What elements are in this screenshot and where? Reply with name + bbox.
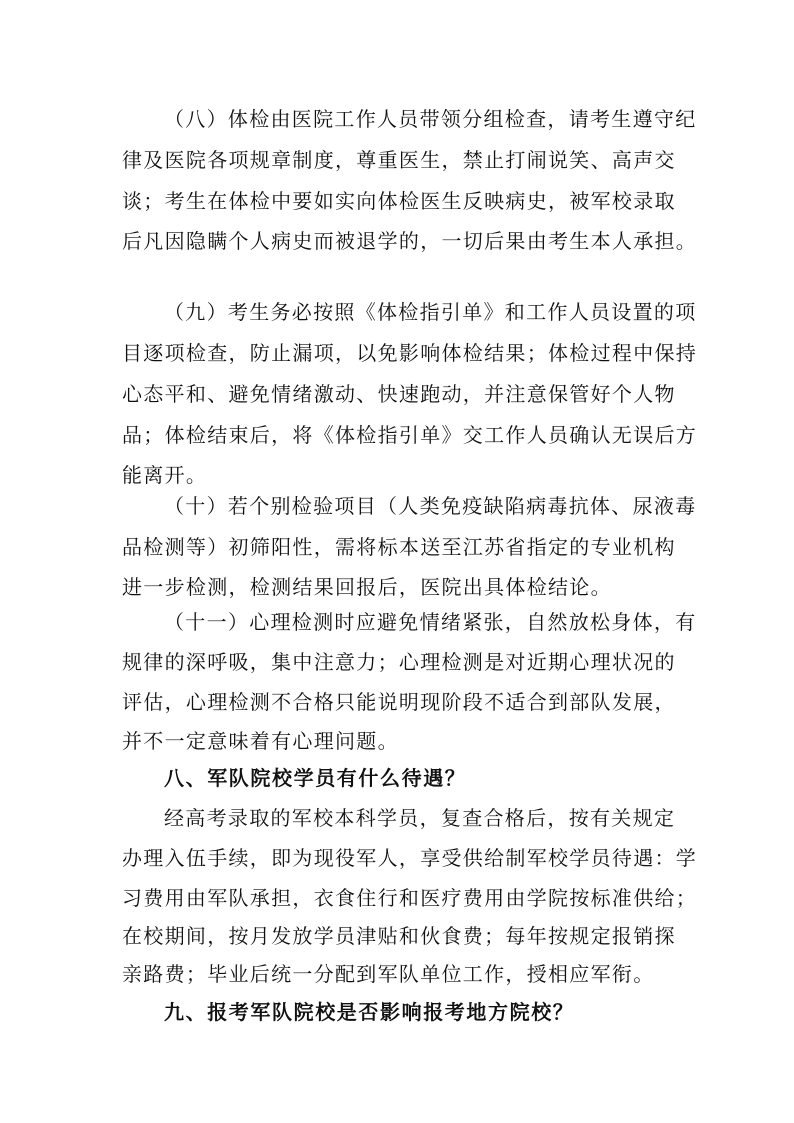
paragraph-12-line-2: 办理入伍手续，即为现役军人，享受供给制军校学员待遇：学 (122, 846, 698, 870)
paragraph-12-line-1: 经高考录取的军校本科学员，复查合格后，按有关规定 (164, 806, 676, 830)
paragraph-9-line-1: （九）考生务必按照《体检指引单》和工作人员设置的项 (164, 300, 697, 324)
paragraph-8-line-2: 律及医院各项规章制度，尊重医生，禁止打闹说笑、高声交 (122, 148, 676, 172)
paragraph-9-line-2: 目逐项检查，防止漏项，以免影响体检结果；体检过程中保持 (122, 341, 698, 365)
paragraph-9-line-3: 心态平和、避免情绪激动、快速跑动，并注意保管好个人物 (122, 382, 676, 406)
paragraph-9-line-4: 品；体检结束后，将《体检指引单》交工作人员确认无误后方 (122, 423, 698, 447)
paragraph-12-line-3: 习费用由军队承担，衣食住行和医疗费用由学院按标准供给； (122, 886, 698, 910)
section-heading-8: 八、军队院校学员有什么待遇？ (164, 766, 467, 790)
paragraph-11-line-4: 并不一定意味着有心理问题。 (122, 729, 399, 753)
paragraph-8-line-4: 后凡因隐瞒个人病史而被退学的，一切后果由考生本人承担。 (122, 229, 698, 253)
paragraph-10-line-2: 品检测等）初筛阳性，需将标本送至江苏省指定的专业机构 (122, 535, 676, 559)
paragraph-11-line-1: （十一）心理检测时应避免情绪紧张，自然放松身体，有 (164, 610, 697, 634)
paragraph-10-line-1: （十）若个别检验项目（人类免疫缺陷病毒抗体、尿液毒 (164, 494, 697, 518)
paragraph-11-line-2: 规律的深呼吸，集中注意力；心理检测是对近期心理状况的 (122, 650, 676, 674)
paragraph-9-line-5: 能离开。 (122, 463, 208, 487)
paragraph-10-line-3: 进一步检测，检测结果回报后，医院出具体检结论。 (122, 575, 612, 599)
paragraph-8-line-1: （八）体检由医院工作人员带领分组检查，请考生遵守纪 (164, 107, 697, 131)
paragraph-8-line-3: 谈；考生在体检中要如实向体检医生反映病史，被军校录取 (122, 189, 676, 213)
paragraph-12-line-5: 亲路费；毕业后统一分配到军队单位工作，授相应军衔。 (122, 962, 655, 986)
paragraph-12-line-4: 在校期间，按月发放学员津贴和伙食费；每年按规定报销探 (122, 924, 676, 948)
section-heading-9: 九、报考军队院校是否影响报考地方院校？ (164, 1000, 575, 1024)
paragraph-11-line-3: 评估，心理检测不合格只能说明现阶段不适合到部队发展， (122, 690, 676, 714)
